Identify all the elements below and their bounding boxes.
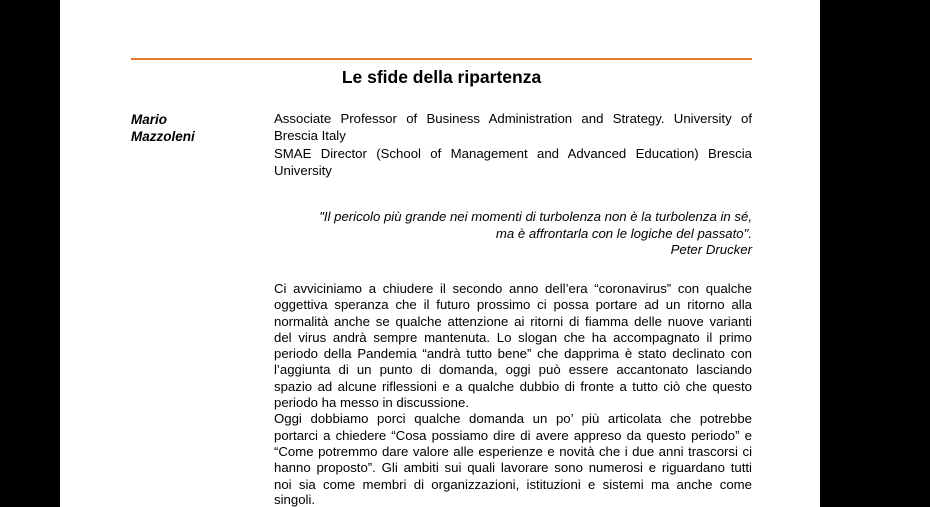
body-line: spazio ad alcune riflessioni e a qualche dubbio di fronte a tutto ciò che questo [274,378,752,394]
epigraph-quote [274,209,752,259]
body-line: normalità anche se qualche attenzione ai ritorni di fiamma delle nuove varianti [274,313,752,329]
document-page [60,0,820,507]
body-line: “Come potremmo dare valore alle esperienze e novità che i due anni trascorsi ci [274,443,752,459]
affiliation-line: SMAE Director (School of Management and Advanced Education) Brescia [274,145,752,161]
body-line: del virus andrà sempre mantenuta. Lo slogan che ha accompagnato il primo [274,329,752,345]
body-line: hanno proposto”. Gli ambiti sui quali lavorare sono numerosi e riguardano tutti [274,460,752,476]
body-line: portarci a chiedere “Cosa possiamo dire di avere appreso da questo periodo” e [274,427,752,443]
quote-line: ma è affrontarla con le logiche del passato". [495,225,752,241]
document-title: Le sfide della ripartenza [341,67,542,87]
body-text [274,281,752,507]
affiliation-line: University [274,162,332,178]
author-affiliations [274,110,752,179]
body-line: periodo della Pandemia “andrà tutto bene” che dapprima è stato declinato con [274,346,752,362]
body-line: noi sia come membri di organizzazioni, istituzioni e sistemi ma anche come [274,476,752,492]
affiliation-line: Associate Professor of Business Administration and Strategy. University of [274,111,752,126]
quote-line: "Il pericolo più grande nei momenti di turbolenza non è la turbolenza in sé, [319,209,752,224]
affiliation-line: Brescia Italy [274,128,346,144]
author-name [131,111,261,145]
body-line: periodo ha messo in discussione. [274,395,469,411]
author-last-name: Mazzoleni [131,129,195,144]
title-rule [131,58,752,60]
body-line: oggettiva speranza che il futuro prossimo ci possa portare ad un ritorno alla [274,297,752,313]
body-line: Oggi dobbiamo porci qualche domanda un po’ più articolata che potrebbe [274,411,752,427]
quote-attribution: Peter Drucker [670,242,752,257]
author-first-name: Mario [131,112,168,127]
body-line: l’aggiunta di un punto di domanda, oggi può essere accantonato lasciando [274,362,752,378]
body-line: singoli. [274,491,316,507]
body-line: Ci avviciniamo a chiudere il secondo anno dell’era “coronavirus” con qualche [274,281,752,296]
